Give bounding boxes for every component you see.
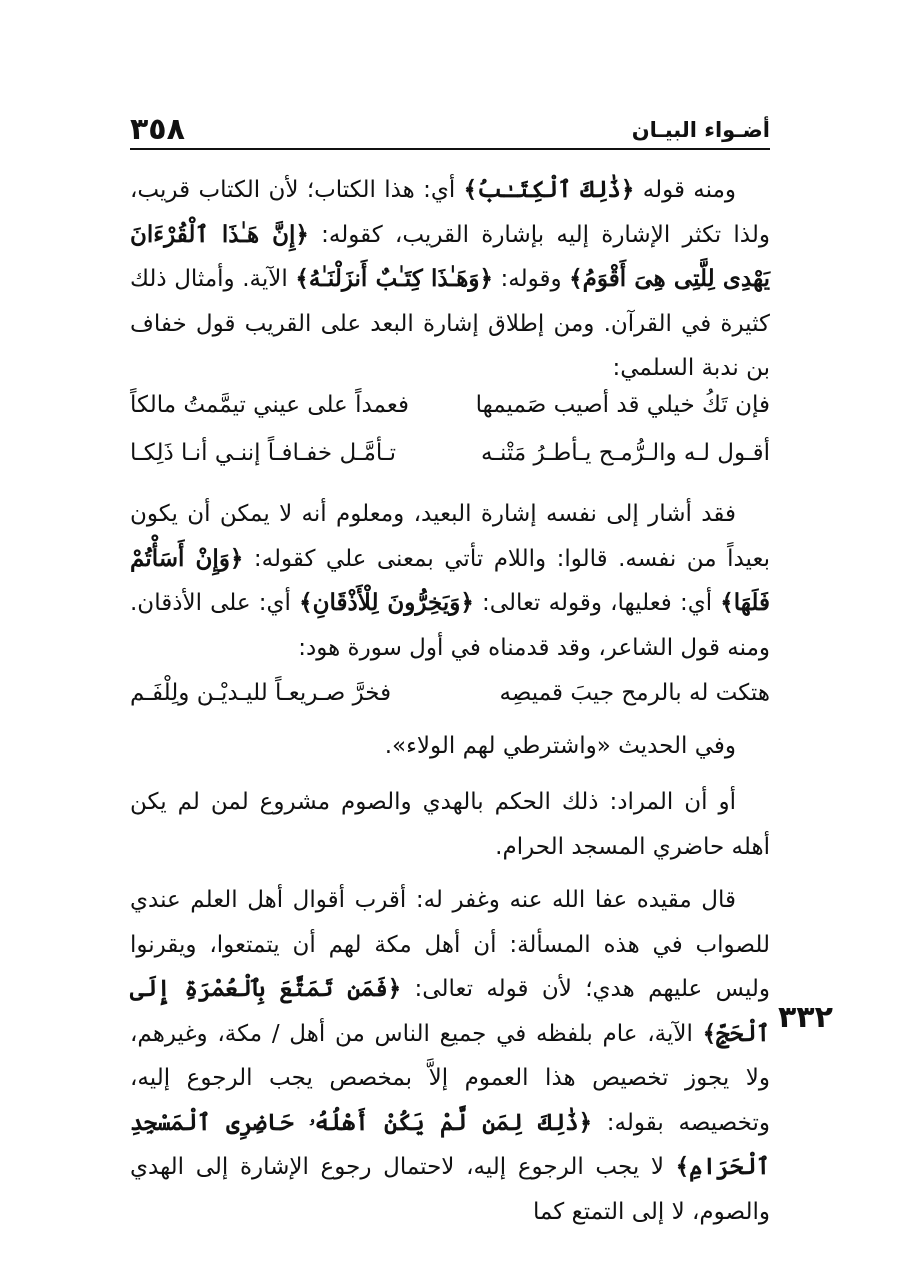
page-number: ٣٥٨ bbox=[130, 112, 185, 147]
text-run: وقوله: bbox=[492, 266, 570, 292]
margin-page-reference: ٣٣٢ bbox=[778, 1000, 833, 1035]
text-run: ومنه قوله bbox=[634, 177, 736, 203]
verse-second-hemistich: فخرَّ صـريعـاً لليـديْـن ولِلْفَـم bbox=[130, 680, 392, 706]
hadith-text: وفي الحديث «واشترطي لهم الولاء». bbox=[384, 733, 736, 759]
quran-quote: ﴿ذَٰلِكَ لِمَن لَّمْ يَكُنْ أَهْلُهُۥ حَاضِرِى ٱلْمَسْجِدِ ٱلْحَرَامِ﴾ bbox=[130, 1108, 770, 1180]
verse-first-hemistich: هتكت له بالرمح جيبَ قميصِه bbox=[499, 680, 770, 706]
text-run: أي: فعليها، وقوله تعالى: bbox=[473, 590, 721, 616]
quran-quote: ﴿فَمَن تَمَتَّعَ بِٱلْعُمْرَةِ إِلَى ٱلْحَجِّ﴾ bbox=[130, 975, 770, 1047]
quran-quote: ﴿ذَٰلِكَ ٱلْكِتَـٰبُ﴾ bbox=[463, 176, 635, 203]
quran-quote: ﴿وَإِنْ أَسَأْتُمْ فَلَهَا﴾ bbox=[130, 544, 770, 616]
header-rule bbox=[130, 148, 770, 150]
hadith-line bbox=[130, 724, 770, 769]
running-title: أضـواء البيـان bbox=[631, 118, 770, 142]
verse-first-hemistich: أقـول لـه والـرُّمـح يـأطـرُ مَتْنـه bbox=[480, 440, 770, 466]
paragraph-1 bbox=[130, 168, 770, 391]
paragraph-2 bbox=[130, 492, 770, 670]
verse-second-hemistich: فعمداً على عيني تيمَّمتُ مالكاً bbox=[130, 392, 409, 418]
poem-verse bbox=[130, 440, 770, 480]
text-run: قال مقيده عفا الله عنه وغفر له: أقرب أقوال أهل العلم عندي للصواب في هذه المسألة: أن أهل مكة لهم أن يتمتعوا، ويقرنوا وليس عليهم هدي؛ لأن قوله تعالى: bbox=[130, 887, 770, 1002]
text-run: فقد أشار إلى نفسه إشارة البعيد، ومعلوم أنه لا يمكن أن يكون بعيداً من نفسه. قالوا: واللام تأتي بمعنى علي كقوله: bbox=[130, 501, 770, 572]
text-run: أي: هذا الكتاب؛ لأن الكتاب قريب، ولذا تكثر الإشارة إليه بإشارة القريب، كقوله: bbox=[130, 177, 770, 248]
text-run: لا يجب الرجوع إليه، لاحتمال رجوع الإشارة إلى الهدي والصوم، لا إلى التمتع كما bbox=[130, 1154, 770, 1225]
page-header bbox=[130, 110, 770, 147]
verse-first-hemistich: فإن تَكُ خيلي قد أصيب صَميمها bbox=[475, 392, 770, 418]
text-run: أي: على الأذقان. ومنه قول الشاعر، وقد قدمناه في أول سورة هود: bbox=[130, 590, 770, 661]
text-run: الآية. وأمثال ذلك كثيرة في القرآن. ومن إطلاق إشارة البعد على القريب قول خفاف بن ندبة السلمي: bbox=[130, 266, 770, 381]
paragraph-4 bbox=[130, 878, 770, 1234]
paragraph-3 bbox=[130, 780, 770, 869]
quran-quote: ﴿إِنَّ هَـٰذَا ٱلْقُرْءَانَ يَهْدِى لِلَّتِى هِىَ أَقْوَمُ﴾ bbox=[130, 220, 770, 292]
poem-verse bbox=[130, 392, 770, 432]
quran-quote: ﴿وَيَخِرُّونَ لِلْأَذْقَانِ﴾ bbox=[299, 589, 474, 616]
verse-second-hemistich: تـأمَّـل خفـافـاً إننـي أنـا ذَلِكـا bbox=[130, 440, 397, 466]
text-run: الآية، عام بلفظه في جميع الناس من أهل / مكة، وغيرهم، ولا يجوز تخصيص هذا العموم إلاَّ بمخصص يجب الرجوع إليه، وتخصيصه بقوله: bbox=[130, 1020, 770, 1136]
paragraph-text: أو أن المراد: ذلك الحكم بالهدي والصوم مشروع لمن لم يكن أهله حاضري المسجد الحرام. bbox=[130, 789, 770, 860]
poem-verse bbox=[130, 680, 770, 720]
quran-quote: ﴿وَهَـٰذَا كِتَـٰبٌ أَنزَلْنَـٰهُ﴾ bbox=[295, 265, 493, 292]
